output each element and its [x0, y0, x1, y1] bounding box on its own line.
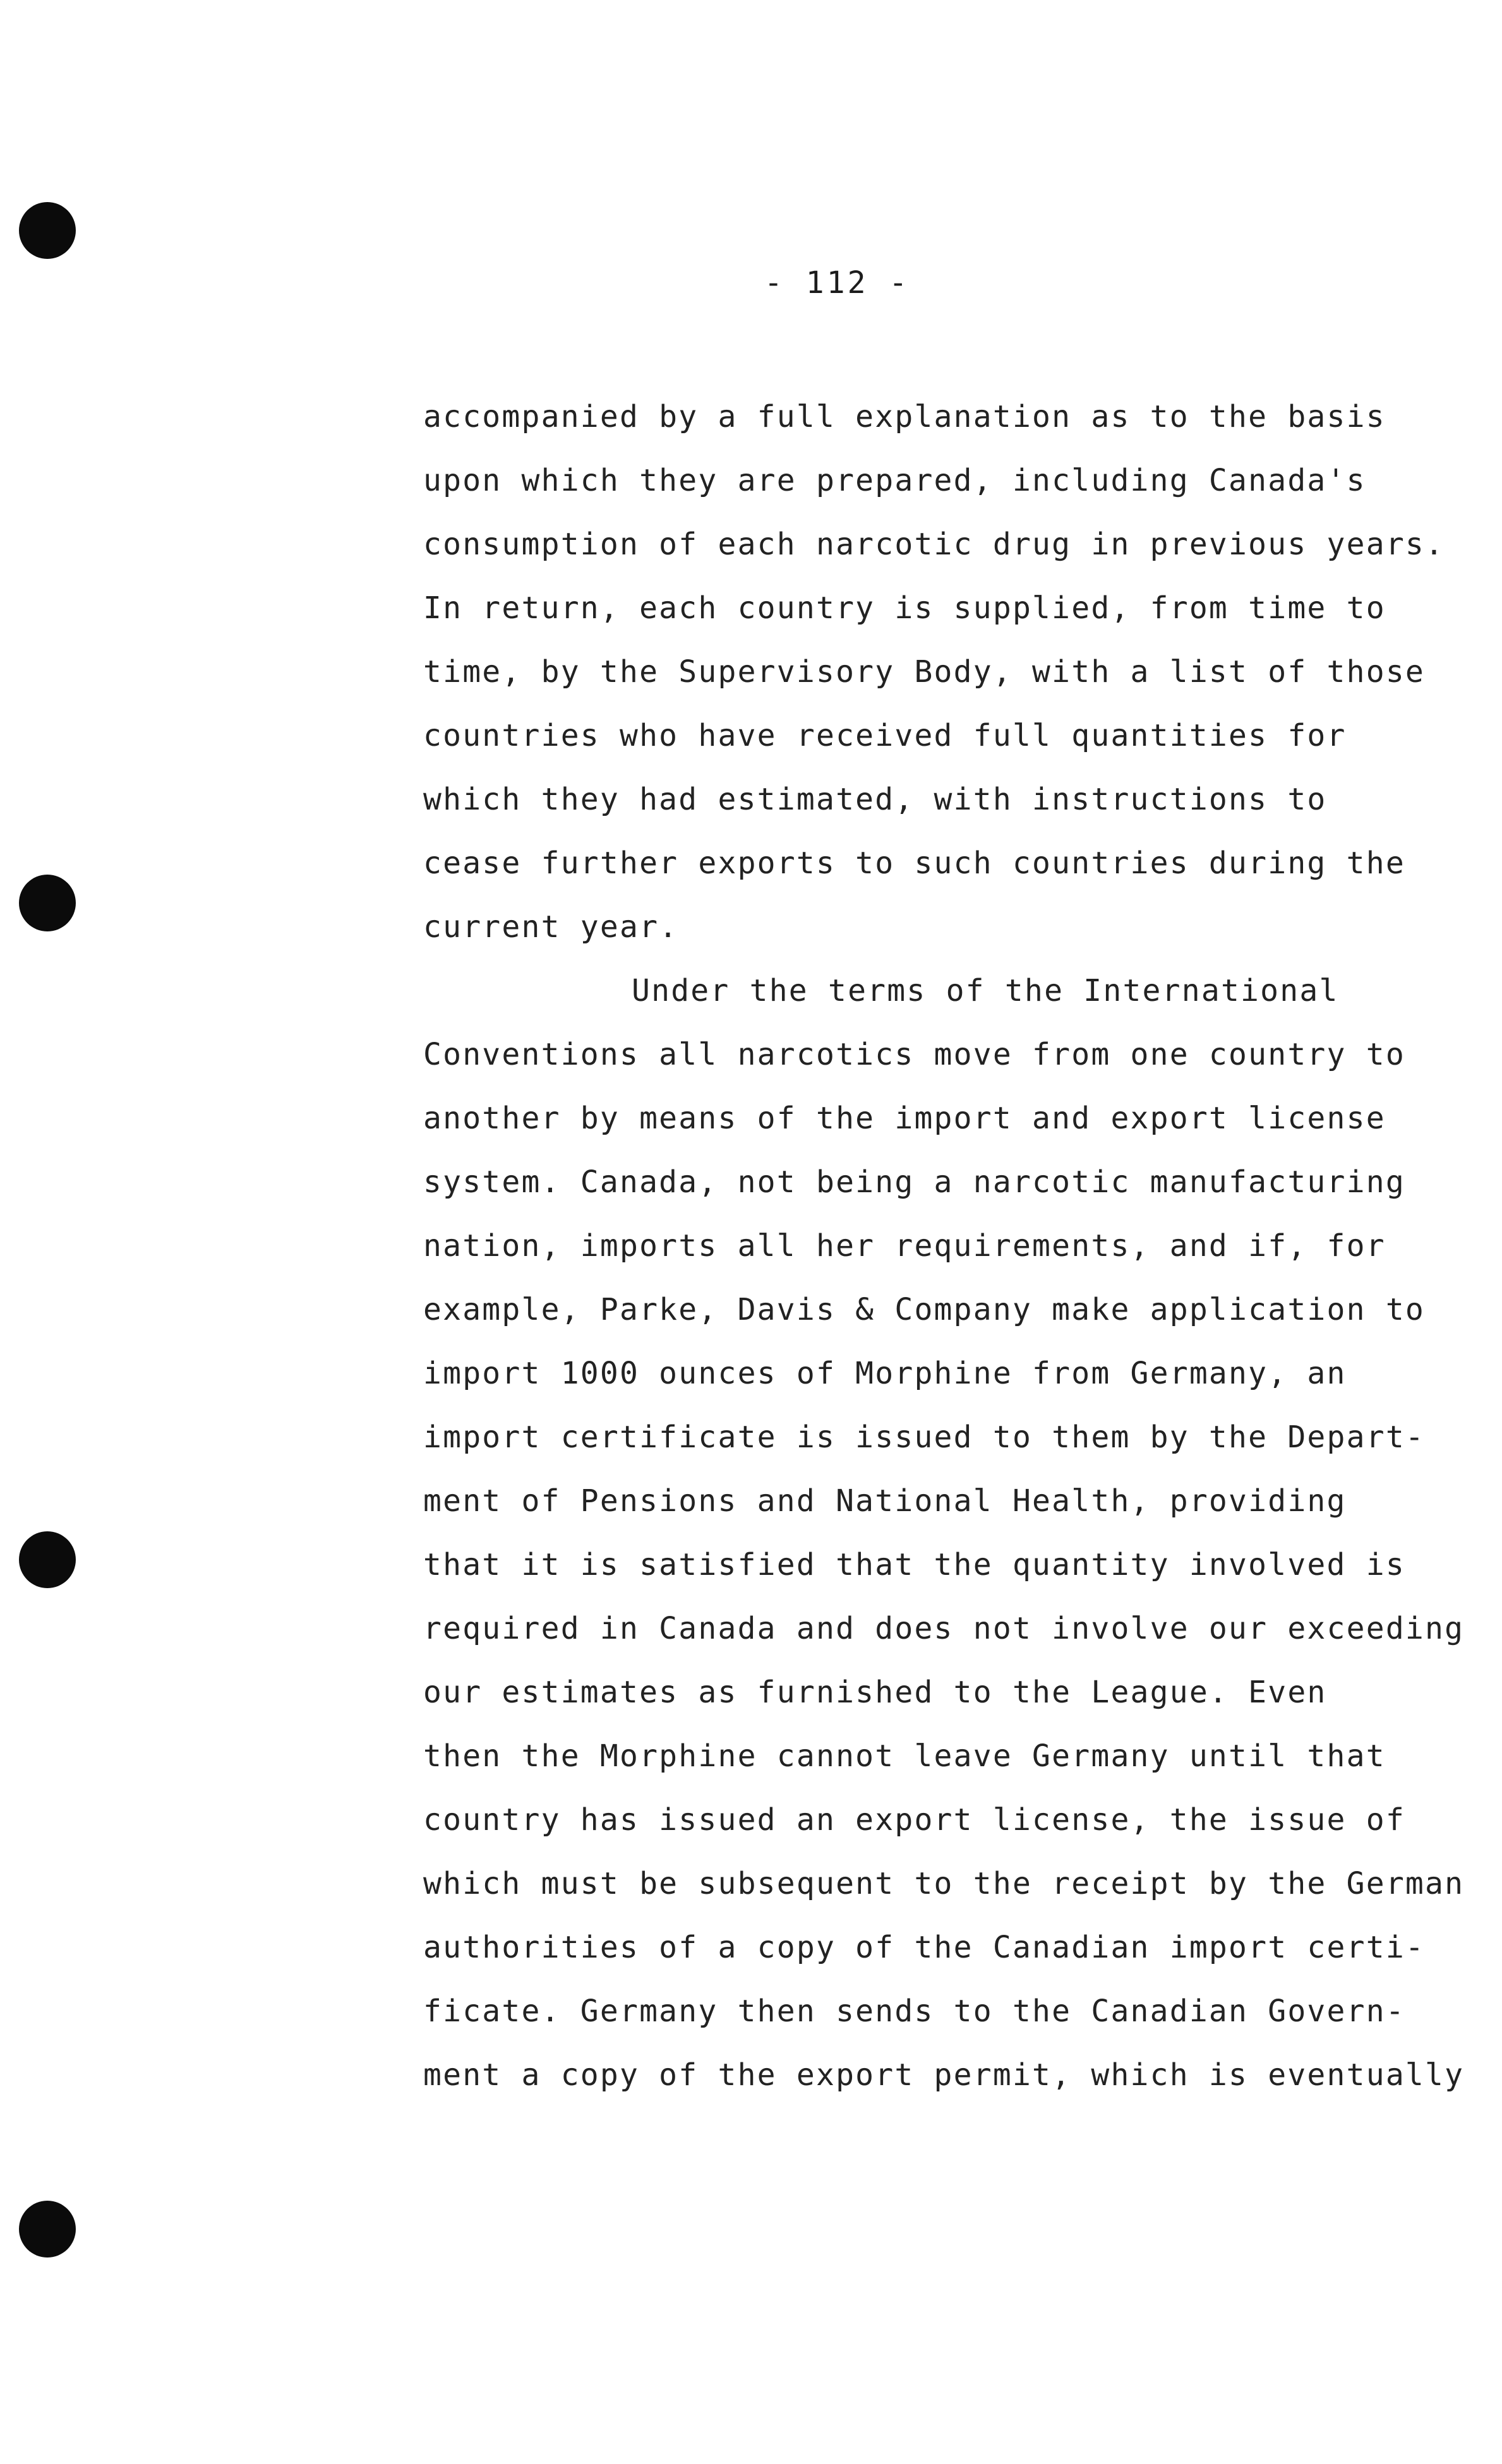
- text-line: required in Canada and does not involve our exceeding: [423, 1611, 1465, 1646]
- punch-hole: [19, 2201, 76, 2258]
- text-line: import 1000 ounces of Morphine from Germany, an: [423, 1356, 1347, 1391]
- text-line: current year.: [423, 909, 679, 945]
- text-line: authorities of a copy of the Canadian import certi-: [423, 1930, 1426, 1965]
- text-line: country has issued an export license, the issue of: [423, 1802, 1405, 1838]
- body-text: [423, 385, 1465, 2107]
- text-line: time, by the Supervisory Body, with a list of those: [423, 654, 1426, 690]
- text-line: then the Morphine cannot leave Germany until that: [423, 1738, 1386, 1774]
- text-line: ficate. Germany then sends to the Canadian Govern-: [423, 1994, 1405, 2029]
- punch-hole: [19, 875, 76, 931]
- text-line: nation, imports all her requirements, and if, for: [423, 1228, 1386, 1264]
- text-line: that it is satisfied that the quantity involved is: [423, 1547, 1405, 1582]
- text-line: which they had estimated, with instructions to: [423, 782, 1327, 817]
- text-line: countries who have received full quantities for: [423, 718, 1347, 753]
- punch-hole: [19, 202, 76, 259]
- paragraph-start-line: Under the terms of the International: [632, 973, 1339, 1008]
- text-line: ment of Pensions and National Health, providing: [423, 1483, 1347, 1519]
- text-line: consumption of each narcotic drug in previous years.: [423, 527, 1445, 562]
- text-line: example, Parke, Davis & Company make application to: [423, 1292, 1426, 1327]
- text-line: ment a copy of the export permit, which is eventually: [423, 2057, 1465, 2093]
- text-line: cease further exports to such countries during the: [423, 846, 1405, 881]
- text-line: In return, each country is supplied, from time to: [423, 590, 1386, 626]
- page-number: - 112 -: [764, 265, 910, 301]
- text-line: which must be subsequent to the receipt by the German: [423, 1866, 1465, 1901]
- text-line: another by means of the import and export license: [423, 1101, 1386, 1136]
- text-line: system. Canada, not being a narcotic manufacturing: [423, 1164, 1405, 1200]
- punch-hole: [19, 1531, 76, 1588]
- text-line: import certificate is issued to them by the Depart-: [423, 1420, 1426, 1455]
- text-line: accompanied by a full explanation as to the basis: [423, 399, 1386, 434]
- text-line: our estimates as furnished to the League. Even: [423, 1675, 1327, 1710]
- text-line: Conventions all narcotics move from one country to: [423, 1037, 1405, 1072]
- text-line: upon which they are prepared, including Canada's: [423, 463, 1366, 498]
